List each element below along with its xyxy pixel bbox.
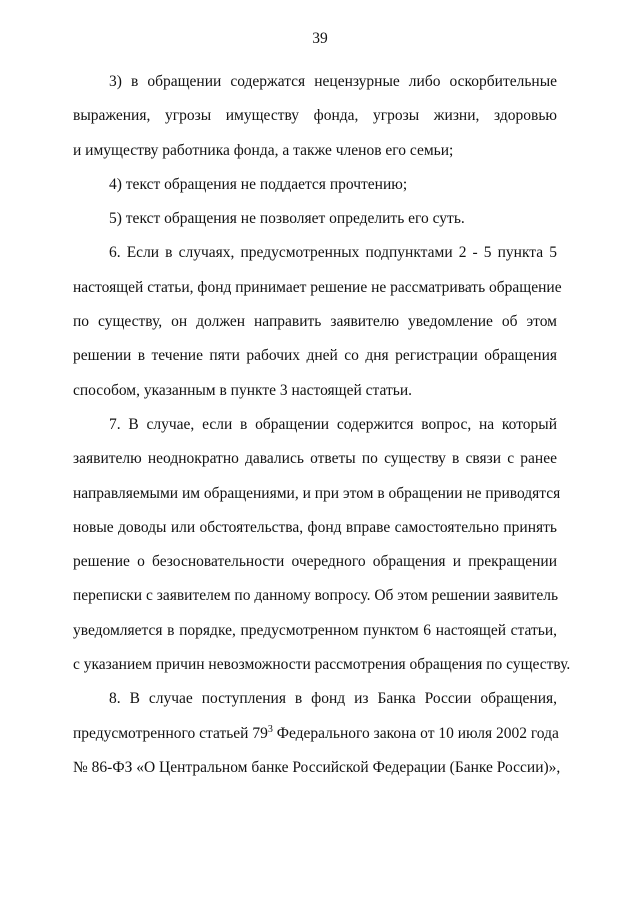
document-body: [73, 65, 571, 785]
text-line: и имуществу работника фонда, а также членов его семьи;: [73, 141, 454, 159]
text-line: [73, 717, 557, 751]
text-line: № 86-ФЗ «О Центральном банке Российской Федерации (Банке России)»,: [73, 758, 561, 776]
page-number: 39: [312, 30, 328, 47]
text-line: новые доводы или обстоятельства, фонд вправе самостоятельно принять: [73, 518, 557, 536]
paragraph-8: [73, 682, 561, 785]
paragraph-item-4: [73, 168, 557, 202]
text-line: уведомляется в порядке, предусмотренном пунктом 6 настоящей статьи,: [73, 621, 557, 639]
text-line: 5) текст обращения не позволяет определить его суть.: [109, 210, 465, 228]
text-line: решении в течение пяти рабочих дней со дня регистрации обращения: [73, 347, 557, 365]
text-line: переписки с заявителем по данному вопросу. Об этом решении заявитель: [73, 587, 559, 605]
superscript: 3: [267, 723, 273, 735]
text-line: с указанием причин невозможности рассмотрения обращения по существу.: [73, 656, 571, 674]
text-line: способом, указанным в пункте 3 настоящей статьи.: [73, 381, 412, 399]
paragraph-item-3: [73, 65, 557, 168]
paragraph-6: [73, 236, 562, 407]
text-fragment: предусмотренного статьей 79: [73, 724, 268, 742]
paragraph-item-5: [73, 202, 557, 236]
text-line: 6. Если в случаях, предусмотренных подпунктами 2 - 5 пункта 5: [109, 244, 557, 262]
text-line: по существу, он должен направить заявителю уведомление об этом: [73, 313, 557, 331]
paragraph-7: [73, 408, 571, 682]
text-line: заявителю неоднократно давались ответы по существу в связи с ранее: [73, 450, 557, 468]
text-line: 3) в обращении содержатся нецензурные либо оскорбительные: [109, 73, 557, 90]
text-line: настоящей статьи, фонд принимает решение не рассматривать обращение: [73, 278, 562, 296]
text-line: направляемыми им обращениями, и при этом в обращении не приводятся: [73, 484, 561, 502]
text-line: решение о безосновательности очередного обращения и прекращении: [73, 553, 557, 571]
text-line: 4) текст обращения не поддается прочтению;: [109, 175, 408, 193]
text-line: выражения, угрозы имуществу фонда, угрозы жизни, здоровью: [73, 107, 557, 125]
text-fragment: Федерального закона от 10 июля 2002 года: [276, 724, 559, 742]
text-line: 8. В случае поступления в фонд из Банка России обращения,: [109, 690, 557, 708]
text-line: 7. В случае, если в обращении содержится вопрос, на который: [109, 415, 557, 433]
